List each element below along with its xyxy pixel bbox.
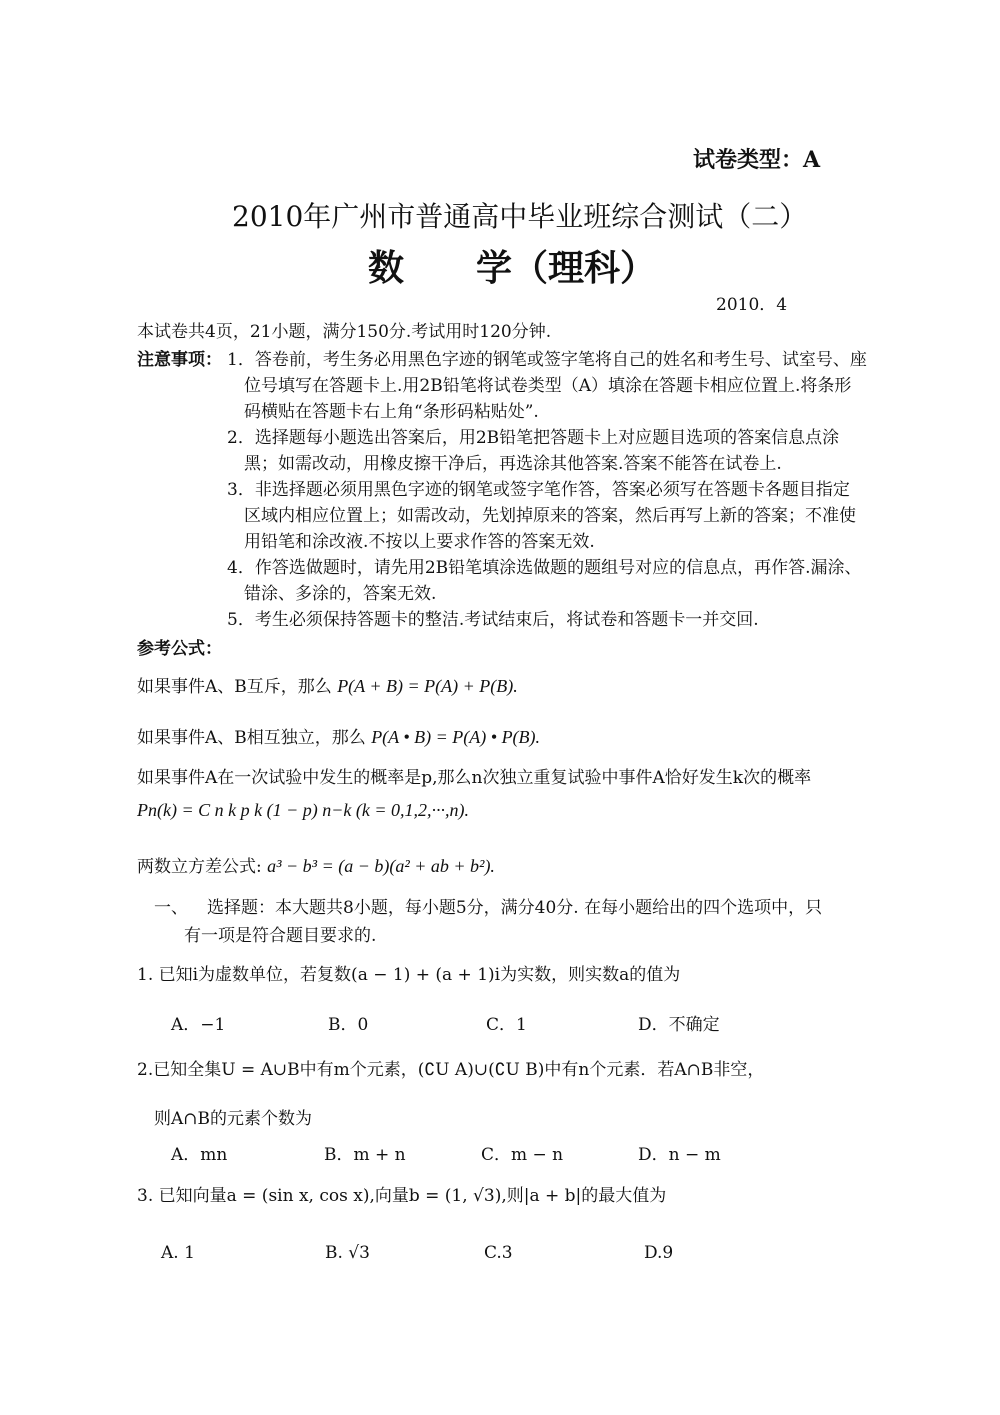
question-1-option-b: B．0 <box>328 1015 369 1035</box>
formula-2 <box>137 723 540 748</box>
formula-4 <box>137 852 495 877</box>
exam-date: 2010．4 <box>716 295 788 315</box>
question-2-option-c: C．m − n <box>481 1145 564 1165</box>
section-heading-line: 有一项是符合题目要求的. <box>184 926 377 946</box>
question-3-option-a: A. 1 <box>161 1243 195 1263</box>
section-number: 一、 <box>154 898 188 918</box>
formula-1 <box>137 672 518 697</box>
notice-line: 位号填写在答题卡上.用2B铅笔将试卷类型（A）填涂在答题卡相应位置上.将条形 <box>244 376 852 396</box>
question-2-option-b: B．m + n <box>324 1145 406 1165</box>
formula-1-text: 如果事件A、B互斥，那么 <box>137 677 332 697</box>
question-1-stem: 1. 已知i为虚数单位，若复数(a − 1) + (a + 1)i为实数，则实数a的值为 <box>137 965 681 985</box>
notice-line: 3．非选择题必须用黑色字迹的钢笔或签字笔作答，答案必须写在答题卡各题目指定 <box>227 480 850 500</box>
notice-line: 4．作答选做题时，请先用2B铅笔填涂选做题的题组号对应的信息点，再作答.漏涂、 <box>227 558 862 578</box>
question-2-stem-line2: 则A∩B的元素个数为 <box>154 1109 313 1129</box>
question-2-option-d: D．n − m <box>638 1145 721 1165</box>
notice-line: 码横贴在答题卡右上角“条形码粘贴处”. <box>244 402 539 422</box>
formula-1-math: P(A + B) = P(A) + P(B). <box>337 676 518 696</box>
notice-line: 1．答卷前，考生务必用黑色字迹的钢笔或签字笔将自己的姓名和考生号、试室号、座 <box>227 350 867 370</box>
question-2-stem: 2.已知全集U = A∪B中有m个元素，(∁U A)∪(∁U B)中有n个元素．若A∩B非空， <box>137 1060 765 1080</box>
exam-title: 2010年广州市普通高中毕业班综合测试（二） <box>232 200 808 233</box>
paper-type: 试卷类型：A <box>693 147 821 173</box>
section-heading-line: 选择题：本大题共8小题，每小题5分，满分40分. 在每小题给出的四个选项中，只 <box>207 898 823 918</box>
formula-4-math: a³ − b³ = (a − b)(a² + ab + b²). <box>267 856 495 876</box>
notice-line: 5．考生必须保持答题卡的整洁.考试结束后，将试卷和答题卡一并交回. <box>227 610 759 630</box>
notice-line: 用铅笔和涂改液.不按以上要求作答的答案无效. <box>244 532 595 552</box>
formula-2-text: 如果事件A、B相互独立，那么 <box>137 728 366 748</box>
formula-3-math: Pn(k) = C n k p k (1 − p) n−k (k = 0,1,2,···,n). <box>137 800 469 820</box>
notice-line: 2．选择题每小题选出答案后，用2B铅笔把答题卡上对应题目选项的答案信息点涂 <box>227 428 840 448</box>
question-3-option-d: D.9 <box>644 1243 674 1263</box>
subject-title: 数 学（理科） <box>368 247 657 289</box>
question-2-option-a: A．mn <box>171 1145 228 1165</box>
notice-line: 黑；如需改动，用橡皮擦干净后，再选涂其他答案.答案不能答在试卷上. <box>244 454 782 474</box>
question-1-option-a: A．−1 <box>171 1015 226 1035</box>
formula-label: 参考公式： <box>137 639 222 659</box>
formula-4-text: 两数立方差公式: <box>137 857 262 877</box>
notice-label: 注意事项： <box>137 350 222 370</box>
question-3-stem: 3. 已知向量a = (sin x, cos x),向量b = (1, √3),则|a + b|的最大值为 <box>137 1186 667 1206</box>
notice-line: 区域内相应位置上；如需改动，先划掉原来的答案，然后再写上新的答案；不准使 <box>244 506 856 526</box>
question-3-option-c: C.3 <box>484 1243 513 1263</box>
formula-2-math: P(A • B) = P(A) • P(B). <box>371 727 541 747</box>
question-1-option-d: D．不确定 <box>638 1015 720 1035</box>
question-1-option-c: C．1 <box>486 1015 527 1035</box>
question-3-option-b: B. √3 <box>325 1243 370 1263</box>
formula-3-text: 如果事件A在一次试验中发生的概率是p,那么n次独立重复试验中事件A恰好发生k次的概率 <box>137 768 812 788</box>
notice-line: 错涂、多涂的，答案无效. <box>244 584 437 604</box>
intro-text: 本试卷共4页，21小题，满分150分.考试用时120分钟. <box>137 322 552 342</box>
